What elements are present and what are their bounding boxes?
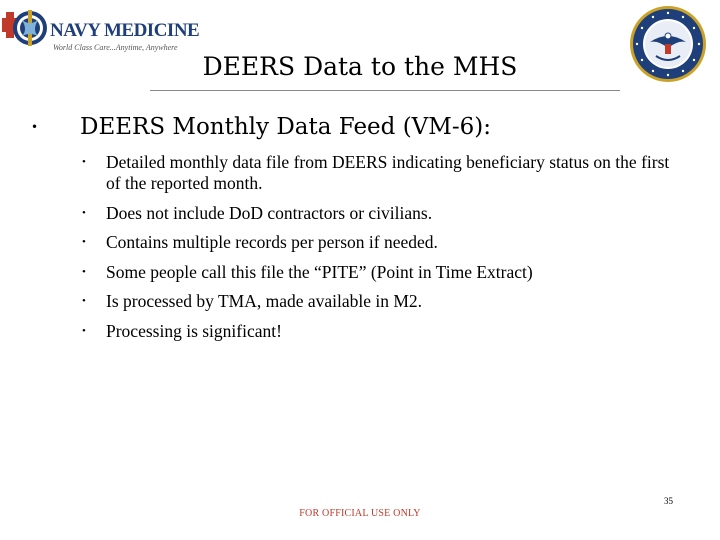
bullet-marker: • bbox=[82, 156, 86, 168]
main-heading: DEERS Monthly Data Feed (VM-6): bbox=[80, 114, 491, 140]
list-item-text: Does not include DoD contractors or civilians. bbox=[106, 202, 433, 223]
logo-title: NAVY MEDICINE bbox=[50, 20, 200, 41]
title-divider bbox=[150, 90, 620, 91]
bullet-marker: • bbox=[82, 324, 86, 337]
list-item bbox=[80, 321, 680, 342]
bullet-marker: • bbox=[82, 295, 86, 307]
list-item bbox=[80, 152, 680, 194]
list-item-text: Processing is significant! bbox=[106, 320, 282, 341]
list-item-text: Contains multiple records per person if needed. bbox=[106, 232, 438, 252]
list-item-text: Some people call this file the “PITE” (Point in Time Extract) bbox=[106, 261, 533, 282]
slide-title: DEERS Data to the MHS bbox=[202, 52, 518, 81]
navy-medicine-logo bbox=[2, 4, 200, 56]
list-item bbox=[80, 203, 680, 224]
bullet-marker: • bbox=[82, 265, 86, 278]
logo-tagline: World Class Care...Anytime, Anywhere bbox=[53, 43, 178, 52]
list-item bbox=[80, 291, 680, 312]
list-item-text: Is processed by TMA, made available in M2. bbox=[106, 291, 423, 311]
sub-bullet-list bbox=[80, 152, 680, 350]
list-item bbox=[80, 232, 680, 253]
list-item-text: Detailed monthly data file from DEERS indicating beneficiary status on the first of the reported month. bbox=[106, 152, 670, 193]
navy-medicine-emblem-icon bbox=[2, 4, 54, 56]
page-number: 35 bbox=[664, 496, 673, 506]
bullet-marker: • bbox=[82, 236, 86, 248]
list-item bbox=[80, 262, 680, 283]
bullet-marker: • bbox=[82, 206, 86, 219]
main-bullet-marker: • bbox=[31, 120, 39, 134]
classification-footer: FOR OFFICIAL USE ONLY bbox=[299, 508, 421, 519]
